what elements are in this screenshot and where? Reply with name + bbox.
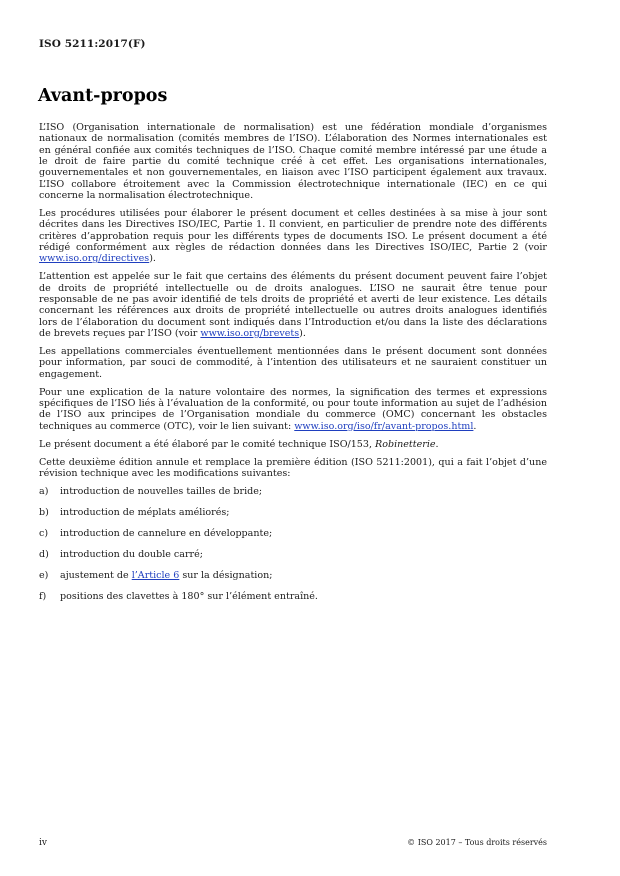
list-item-text: positions des clavettes à 180° sur l’élément entraîné. [60,591,318,603]
list-marker: e) [39,570,49,582]
list-marker: f) [39,591,47,603]
patents-link[interactable]: www.iso.org/brevets [200,328,300,340]
page-title: Avant-propos [38,86,168,106]
list-item-text: introduction de nouvelles tailles de bride; [60,485,263,497]
paragraph-procedures [39,208,547,265]
paragraph-committee [39,439,547,450]
committee-name: Robinetterie [375,438,436,450]
list-item-text: introduction de méplats améliorés; [60,506,230,518]
list-item [39,549,547,560]
list-item-text: introduction du double carré; [60,549,203,561]
paragraph-trade-names [39,346,547,380]
paragraph-text: L’attention est appelée sur le fait que certains des éléments du présent document peuvent faire l’objet de droits de propriété intellectuelle ou de droits analogues. L’ISO ne saurait être tenue pour responsable de ne pas avoir identifié de tels droits de propriété et averti de leur existence. Les détails concernant les références aux droits de propriété intellectuelle ou autres droits analogues identifiés lors de l’élaboration du document sont indiqués dans l’Introduction et/ou dans la liste des déclarations de brevets reçues par l’ISO (voir [39,271,547,340]
paragraph-text: ). [149,253,156,265]
list-item [39,570,547,581]
list-item [39,486,547,497]
paragraph-text: Le présent document a été élaboré par le comité technique ISO/153, [39,438,376,450]
paragraph-text: Les procédures utilisées pour élaborer le présent document et celles destinées à sa mise à jour sont décrites dans les Directives ISO/IEC, Partie 1. Il convient, en particulier de prendre note des différents critères d’approbation requis pour les différents types de documents ISO. Le présent document a été rédigé conformément aux règles de rédaction données dans les Directives ISO/IEC, Partie 2 (voir [39,208,547,254]
paragraph-text: . [435,438,439,450]
list-marker: b) [39,506,49,518]
directives-link[interactable]: www.iso.org/directives [39,253,150,265]
paragraph-patents [39,271,547,339]
paragraph-text: Les appellations commerciales éventuellement mentionnées dans le présent document sont données pour information, par souci de commodité, à l’intention des utilisateurs et ne sauraient constituer un engagement. [39,345,547,380]
list-item-text-pre: ajustement de [60,570,132,582]
copyright-notice: © ISO 2017 – Tous droits réservés [407,838,547,847]
foreword-link[interactable]: www.iso.org/iso/fr/avant-propos.html [294,420,474,432]
paragraph-edition [39,457,547,480]
list-marker: a) [39,485,49,497]
list-item [39,507,547,518]
foreword-body [39,122,547,613]
list-item-text [60,570,272,581]
paragraph-iso-description [39,122,547,201]
page-number: iv [39,838,47,848]
paragraph-text: L’ISO (Organisation internationale de normalisation) est une fédération mondiale d’organismes nationaux de normalisation (comités membres de l’ISO). L’élaboration des Normes internationales est en général confiée aux comités techniques de l’ISO. Chaque comité membre intéressé par une étude a le droit de faire partie du comité technique créé à cet effet. Les organisations internationales, gouvernementales et non gouvernementales, en liaison avec l’ISO participent également aux travaux. L’ISO collabore étroitement avec la Commission électrotechnique internationale (IEC) en ce qui concerne la normalisation électrotechnique. [39,122,547,202]
paragraph-text: Pour une explication de la nature volontaire des normes, la signification des termes et expressions spécifiques de l’ISO liés à l’évaluation de la conformité, ou pour toute information au sujet de l’adhésion de l’ISO aux principes de l’Organisation mondiale du commerce (OMC) concernant les obstacles techniques au commerce (OTC), voir le lien suivant: [39,386,547,432]
list-marker: c) [39,528,49,540]
document-reference: ISO 5211:2017(F) [39,38,146,50]
list-marker: d) [39,549,49,561]
list-item-text: introduction de cannelure en développante; [60,528,273,540]
paragraph-text: . [473,420,477,432]
paragraph-text: Cette deuxième édition annule et remplace la première édition (ISO 5211:2001), qui a fait l’objet d’une révision technique avec les modifications suivantes: [39,456,547,479]
list-item-text-post: sur la désignation; [179,570,273,582]
list-item [39,591,547,602]
article-6-link[interactable]: l’Article 6 [131,570,180,582]
paragraph-text: ). [299,328,306,340]
paragraph-voluntary-nature [39,387,547,432]
list-item [39,528,547,539]
